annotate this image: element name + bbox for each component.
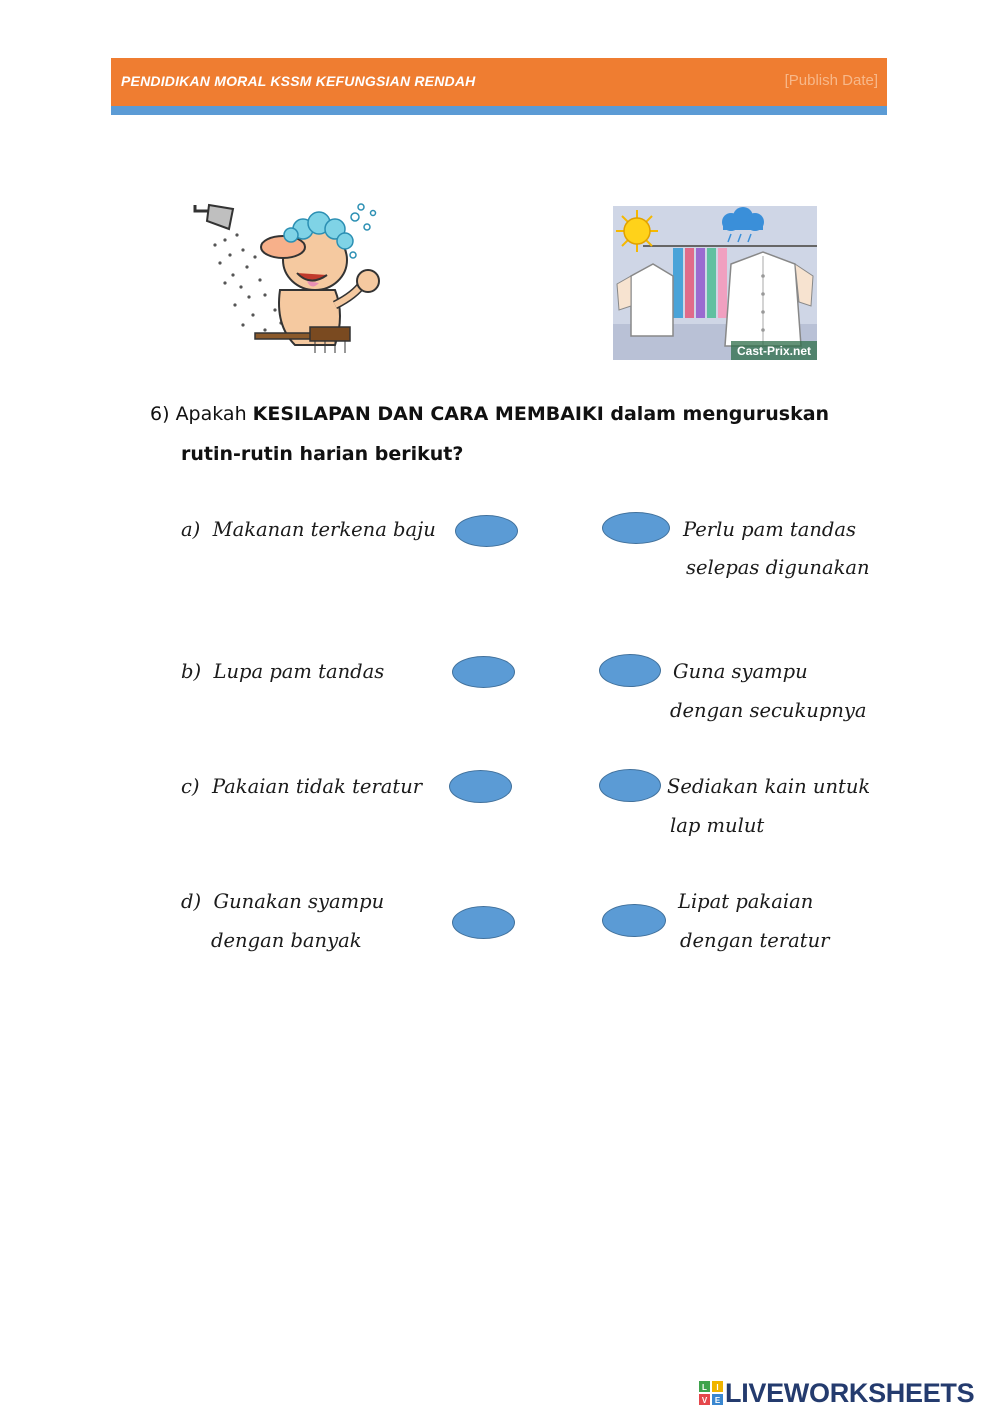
svg-text:E: E <box>714 1396 721 1405</box>
svg-text:I: I <box>716 1383 719 1392</box>
match-dot-right-4[interactable] <box>602 904 666 937</box>
question-bold: KESILAPAN DAN CARA MEMBAIKI dalam menguruskan <box>252 403 830 425</box>
item-letter: c) <box>181 775 200 798</box>
match-dot-right-2[interactable] <box>599 654 661 687</box>
shower-illustration <box>185 195 395 370</box>
liveworksheets-logo-icon <box>699 1381 723 1405</box>
right-item-3-line2: lap mulut <box>670 814 765 837</box>
watermark-text: Cast-Prix.net <box>736 344 812 358</box>
header-strip <box>111 106 887 115</box>
right-item-2-line1: Guna syampu <box>673 660 808 683</box>
header-title: PENDIDIKAN MORAL KSSM KEFUNGSIAN RENDAH <box>121 73 476 89</box>
match-dot-right-3[interactable] <box>599 769 661 802</box>
item-label: Lupa pam tandas <box>213 660 385 683</box>
svg-text:L: L <box>702 1383 707 1392</box>
right-item-3-line1: Sediakan kain untuk <box>667 775 871 798</box>
question-prefix: Apakah <box>175 403 247 425</box>
match-dot-left-d[interactable] <box>452 906 515 939</box>
left-item-a <box>181 518 436 541</box>
item-label: Gunakan syampu <box>213 890 385 913</box>
left-item-d-line2: dengan banyak <box>211 929 362 952</box>
item-label: Makanan terkena baju <box>212 518 436 541</box>
right-item-4-line1: Lipat pakaian <box>678 890 814 913</box>
item-letter: a) <box>181 518 201 541</box>
match-dot-left-a[interactable] <box>455 515 518 547</box>
match-dot-right-1[interactable] <box>602 512 670 544</box>
left-item-d <box>181 890 384 913</box>
question-line-1 <box>150 403 829 425</box>
match-dot-left-c[interactable] <box>449 770 512 803</box>
match-dot-left-b[interactable] <box>452 656 515 688</box>
right-item-1-line2: selepas digunakan <box>686 556 870 579</box>
wardrobe-illustration <box>613 206 817 360</box>
left-item-b <box>181 660 384 683</box>
question-number: 6) <box>150 403 170 425</box>
item-letter: b) <box>181 660 202 683</box>
item-label: Pakaian tidak teratur <box>211 775 423 798</box>
left-item-c <box>181 775 422 798</box>
right-item-4-line2: dengan teratur <box>680 929 830 952</box>
svg-text:V: V <box>701 1396 708 1405</box>
right-item-2-line2: dengan secukupnya <box>670 699 867 722</box>
item-letter: d) <box>181 890 202 913</box>
publish-date: [Publish Date] <box>784 72 878 89</box>
liveworksheets-logo-text[interactable]: LIVEWORKSHEETS <box>725 1378 975 1408</box>
right-item-1-line1: Perlu pam tandas <box>683 518 857 541</box>
question-line-2: rutin-rutin harian berikut? <box>181 443 464 465</box>
